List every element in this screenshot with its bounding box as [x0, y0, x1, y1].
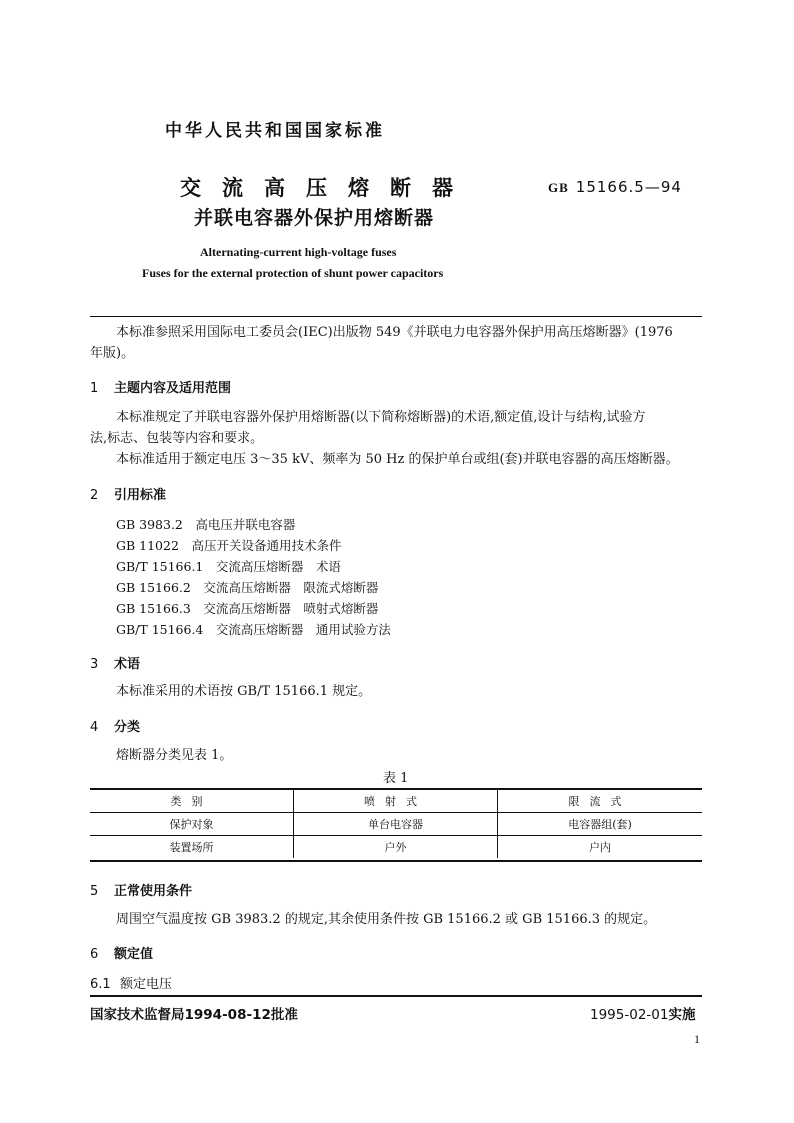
- reference-name: 交流高压熔断器 术语: [215, 559, 341, 574]
- section-5-paragraph: 周围空气温度按 GB 3983.2 的规定,其余使用条件按 GB 15166.2 或 GB 15166.3 的规定。: [116, 912, 657, 927]
- implementation-line: [590, 1003, 695, 1023]
- reference-name: 交流高压熔断器 限流式熔断器: [203, 580, 379, 595]
- section-number: 1: [90, 381, 99, 396]
- table-cell: 户外: [294, 836, 498, 859]
- table-header-cell: 类别: [90, 790, 294, 813]
- section-number: 3: [90, 657, 99, 672]
- implementation-label: 实施: [668, 1007, 696, 1023]
- table-cell: 单台电容器: [294, 813, 498, 836]
- subsection-title: 额定电压: [120, 977, 173, 992]
- section-title: 引用标准: [114, 488, 167, 503]
- section-title: 额定值: [114, 947, 154, 962]
- reference-code: GB 3983.2: [116, 517, 183, 532]
- approval-line: 国家技术监督局1994-08-12批准: [90, 1007, 298, 1023]
- subsection-6-1-heading: [90, 973, 172, 992]
- reference-name: 高压开关设备通用技术条件: [191, 538, 342, 553]
- table-bottom-rule: [90, 860, 702, 862]
- table-header-row: [90, 790, 702, 813]
- section-number: 2: [90, 488, 99, 503]
- table-header-cell: 喷射式: [294, 790, 498, 813]
- section-number: 5: [90, 884, 99, 899]
- national-standard-heading: 中华人民共和国国家标准: [165, 121, 385, 141]
- page-number: 1: [694, 1032, 700, 1046]
- reference-item: [116, 536, 341, 554]
- section-3-paragraph: 本标准采用的术语按 GB/T 15166.1 规定。: [116, 684, 372, 699]
- reference-item: [116, 578, 378, 596]
- header-divider: [90, 316, 702, 317]
- document-subtitle-cn: 并联电容器外保护用熔断器: [194, 207, 435, 229]
- table-row: [90, 813, 702, 836]
- footer-divider: [90, 995, 702, 997]
- reference-code: GB 11022: [116, 538, 179, 553]
- section-6-heading: [90, 943, 153, 962]
- standard-number: [548, 178, 682, 196]
- table-cell: 电容器组(套): [498, 813, 703, 836]
- section-5-heading: [90, 880, 192, 899]
- section-title: 正常使用条件: [114, 884, 193, 899]
- reference-code: GB 15166.3: [116, 601, 191, 616]
- reference-item: [116, 515, 295, 533]
- standard-code: 15166.5—94: [575, 178, 682, 196]
- document-title-cn: 交流高压熔断器: [180, 176, 474, 200]
- reference-name: 高电压并联电容器: [195, 517, 296, 532]
- section-title: 主题内容及适用范围: [114, 381, 232, 396]
- section-3-heading: [90, 653, 140, 672]
- table-cell: 保护对象: [169, 818, 214, 831]
- section-1-paragraph-1-line1: 本标准规定了并联电容器外保护用熔断器(以下简称熔断器)的术语,额定值,设计与结构,试验方: [116, 410, 646, 425]
- classification-table: [90, 790, 702, 858]
- section-1-paragraph-1-line2: 法,标志、包装等内容和要求。: [90, 431, 264, 446]
- section-number: 6: [90, 947, 99, 962]
- section-1-heading: [90, 377, 231, 396]
- reference-item: [116, 599, 378, 617]
- table-header-cell: 限流式: [498, 790, 703, 813]
- reference-code: GB/T 15166.1: [116, 559, 204, 574]
- reference-name: 交流高压熔断器 喷射式熔断器: [203, 601, 379, 616]
- reference-name: 交流高压熔断器 通用试验方法: [215, 622, 391, 637]
- reference-code: GB/T 15166.4: [116, 622, 204, 637]
- section-title: 术语: [114, 657, 141, 672]
- section-4-heading: [90, 716, 140, 735]
- standard-prefix: GB: [548, 180, 569, 195]
- section-number: 4: [90, 720, 99, 735]
- table-caption: 表 1: [383, 771, 409, 786]
- reference-item: [116, 557, 341, 575]
- intro-paragraph-line2: 年版)。: [90, 346, 135, 361]
- table-cell: 户内: [498, 836, 703, 859]
- section-2-heading: [90, 484, 166, 503]
- reference-item: [116, 620, 391, 638]
- reference-code: GB 15166.2: [116, 580, 191, 595]
- section-4-paragraph: 熔断器分类见表 1。: [116, 748, 233, 763]
- section-1-paragraph-2: 本标准适用于额定电压 3～35 kV、频率为 50 Hz 的保护单台或组(套)并联电容器的高压熔断器。: [116, 452, 679, 467]
- document-subtitle-en: Fuses for the external protection of shunt power capacitors: [142, 266, 444, 280]
- intro-paragraph-line1: 本标准参照采用国际电工委员会(IEC)出版物 549《并联电力电容器外保护用高压熔断器》(1976: [116, 325, 673, 340]
- document-title-en: Alternating-current high-voltage fuses: [200, 245, 397, 259]
- table-cell: 装置场所: [90, 836, 294, 859]
- subsection-number: 6.1: [90, 977, 111, 992]
- table-row: [90, 836, 702, 859]
- implementation-date: 1995-02-01: [590, 1007, 669, 1023]
- section-title: 分类: [114, 720, 141, 735]
